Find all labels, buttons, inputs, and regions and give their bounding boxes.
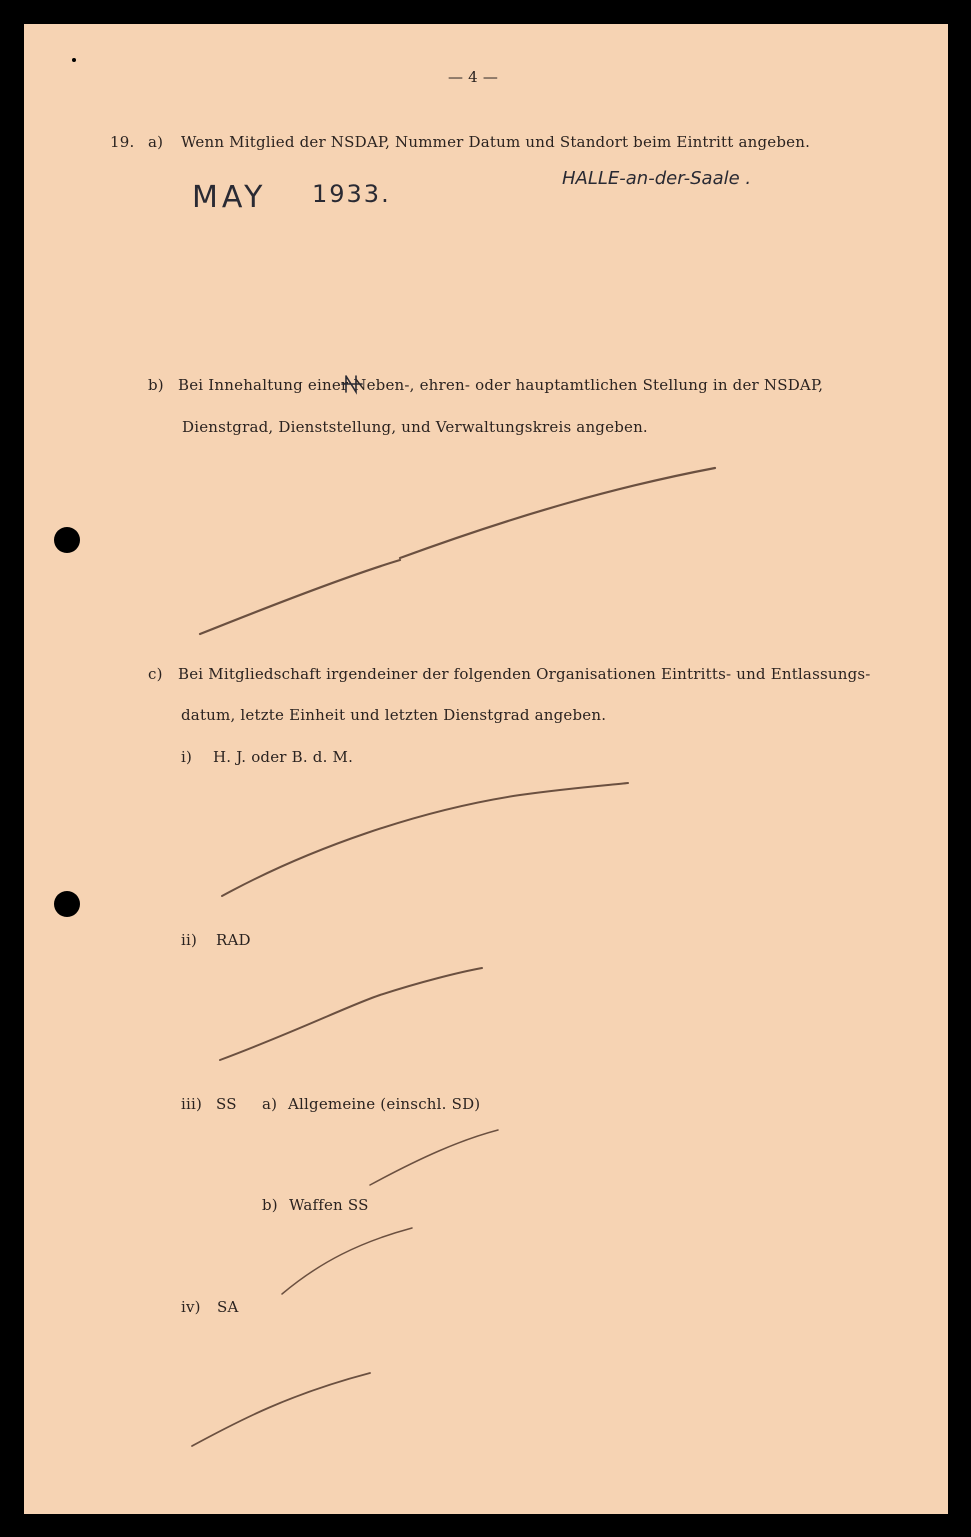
item-c-line2: datum, letzte Einheit und letzten Dienstgrad angeben. <box>181 706 607 724</box>
strike-line-b <box>200 468 715 634</box>
org-iii-sub-b: Waffen SS <box>289 1196 369 1214</box>
handwritten-date: MAY <box>192 180 267 215</box>
org-ii-label: RAD <box>216 931 251 949</box>
org-iii-label: SS <box>216 1095 237 1113</box>
item-b-marker: b) <box>148 376 164 394</box>
org-iv-marker: iv) <box>181 1298 201 1316</box>
item-a-marker: a) <box>148 133 164 151</box>
org-iii-marker: iii) <box>181 1095 203 1113</box>
handwritten-year: 1933. <box>312 180 391 208</box>
strike-line-iii-b <box>282 1228 412 1294</box>
org-iii-sub-a: Allgemeine (einschl. SD) <box>288 1095 481 1113</box>
org-iii-sub-a-marker: a) <box>262 1095 278 1113</box>
item-b-line1: Bei Innehaltung einer Neben-, ehren- oder hauptamtlichen Stellung in der NSDAP, <box>178 376 824 394</box>
org-i-label: H. J. oder B. d. M. <box>213 748 354 766</box>
page-number: — 4 — <box>448 68 499 86</box>
item-b-line2: Dienstgrad, Dienststellung, und Verwaltungskreis angeben. <box>182 418 648 436</box>
org-iii-sub-b-marker: b) <box>262 1196 278 1214</box>
item-a-text: Wenn Mitglied der NSDAP, Nummer Datum und Standort beim Eintritt angeben. <box>181 133 811 151</box>
strike-line-iii-a <box>370 1130 498 1185</box>
org-ii-marker: ii) <box>181 931 198 949</box>
strike-line-iv <box>192 1373 370 1446</box>
handwritten-place: HALLE-an-der-Saale . <box>562 168 752 189</box>
strike-line-ii <box>220 968 482 1060</box>
strike-line-i <box>222 783 628 896</box>
item-c-marker: c) <box>148 665 163 683</box>
org-iv-label: SA <box>217 1298 239 1316</box>
question-number: 19. <box>110 133 135 151</box>
item-c-line1: Bei Mitgliedschaft irgendeiner der folgenden Organisationen Eintritts- und Entlassungs- <box>178 665 871 683</box>
org-i-marker: i) <box>181 748 193 766</box>
handwritten-initial <box>342 376 362 392</box>
